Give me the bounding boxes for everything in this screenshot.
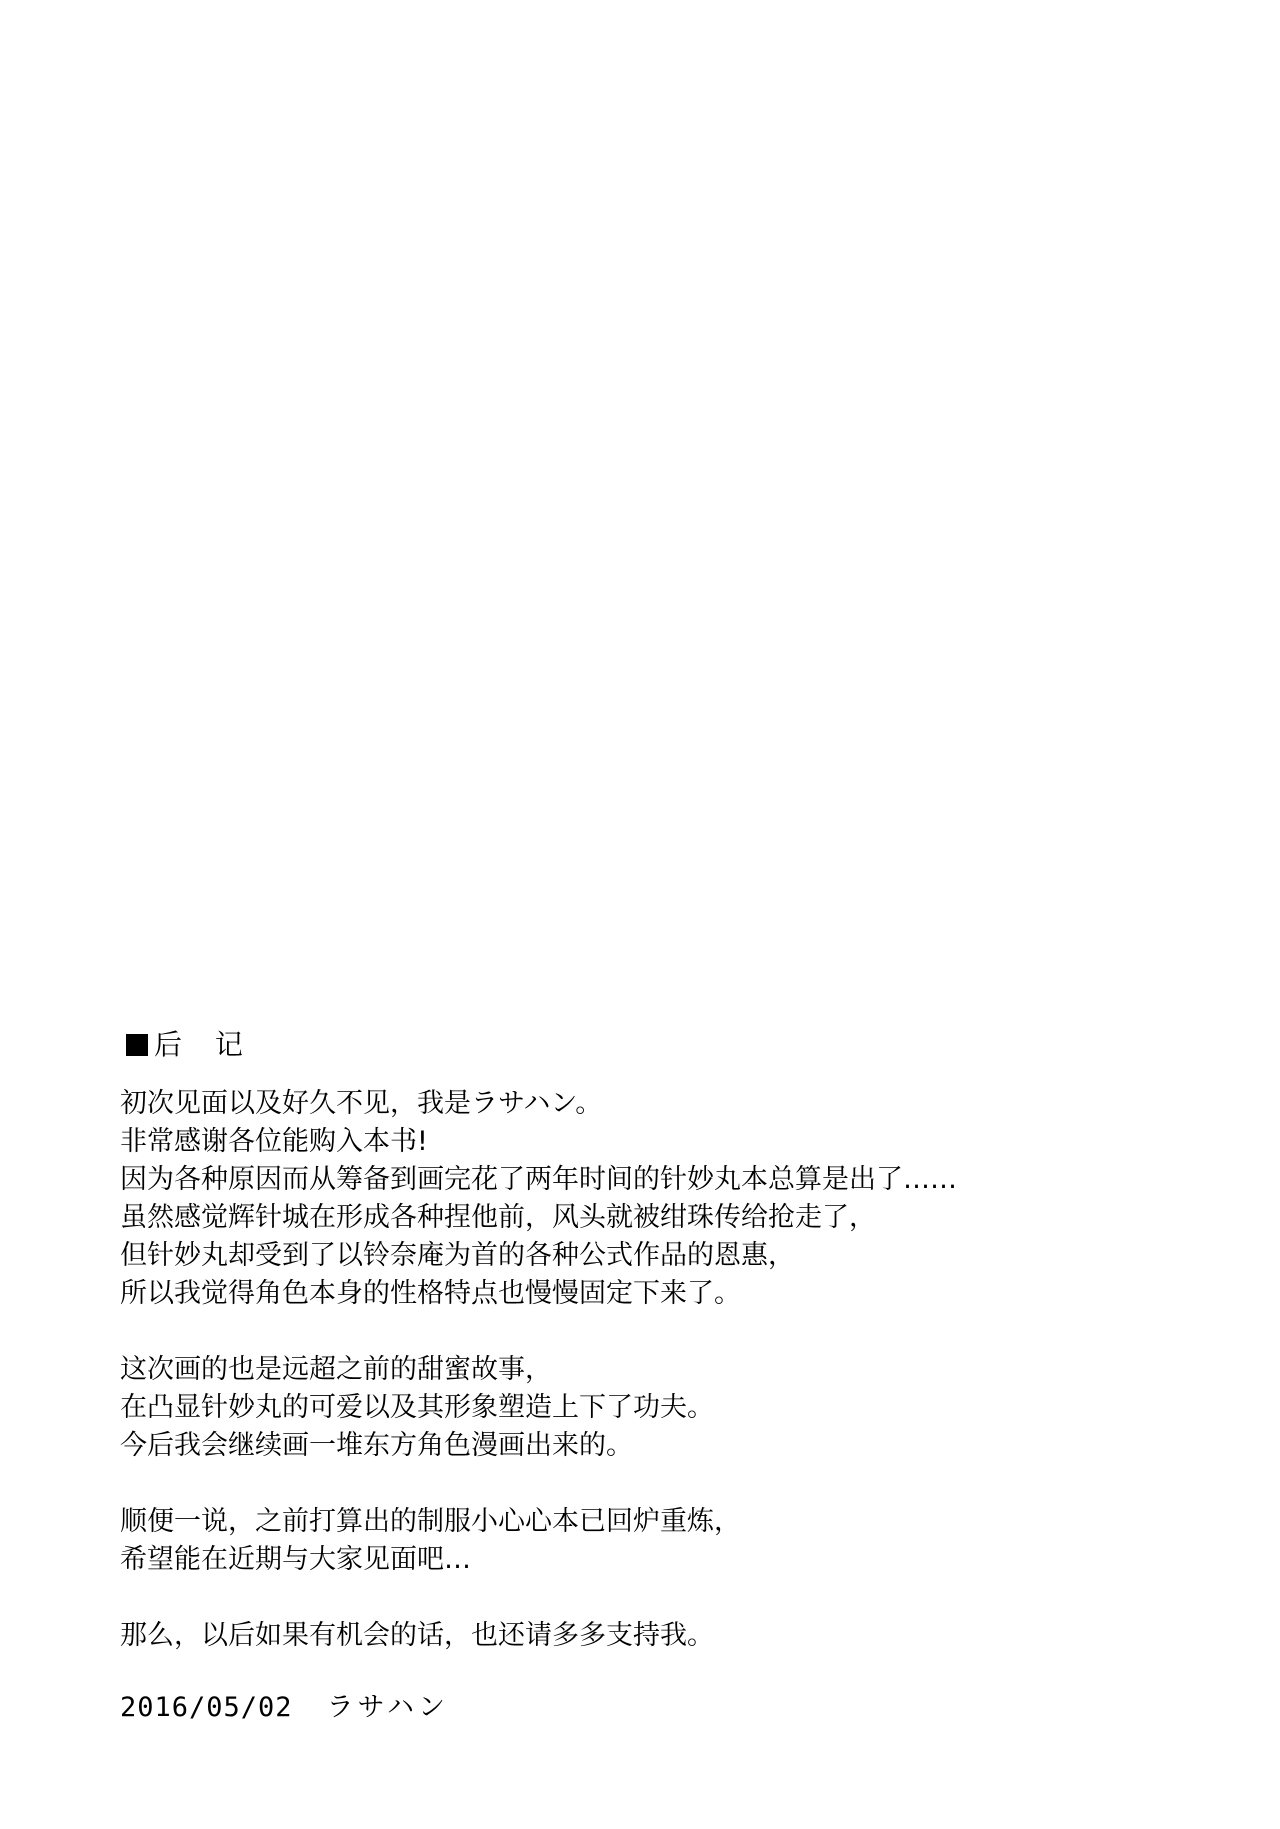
paragraph-1 xyxy=(120,1085,1180,1313)
signature-author: ラサハン xyxy=(326,1692,449,1723)
text-line: 所以我觉得角色本身的性格特点也慢慢固定下来了。 xyxy=(120,1278,741,1309)
signature-date: 2016/05/02 xyxy=(120,1692,293,1723)
paragraph-2 xyxy=(120,1351,1180,1465)
signature xyxy=(120,1689,449,1727)
text-line: 非常感谢各位能购入本书! xyxy=(120,1126,428,1157)
text-line: 在凸显针妙丸的可爱以及其形象塑造上下了功夫。 xyxy=(120,1392,714,1423)
text-line: 虽然感觉辉针城在形成各种捏他前，风头就被绀珠传给抢走了， xyxy=(120,1202,876,1233)
text-line: 那么，以后如果有机会的话，也还请多多支持我。 xyxy=(120,1620,714,1651)
afterword-section xyxy=(120,1025,1180,1693)
paragraph-4 xyxy=(120,1617,1180,1655)
afterword-heading xyxy=(126,1025,1180,1065)
text-line: 顺便一说，之前打算出的制服小心心本已回炉重炼， xyxy=(120,1506,741,1537)
text-line: 今后我会继续画一堆东方角色漫画出来的。 xyxy=(120,1430,633,1461)
afterword-title: 后 记 xyxy=(154,1028,255,1061)
text-line: 因为各种原因而从筹备到画完花了两年时间的针妙丸本总算是出了…… xyxy=(120,1164,957,1195)
text-line: 这次画的也是远超之前的甜蜜故事， xyxy=(120,1354,552,1385)
text-line: 希望能在近期与大家见面吧… xyxy=(120,1544,471,1575)
text-line: 初次见面以及好久不见，我是ラサハン。 xyxy=(120,1088,603,1119)
text-line: 但针妙丸却受到了以铃奈庵为首的各种公式作品的恩惠， xyxy=(120,1240,795,1271)
paragraph-3 xyxy=(120,1503,1180,1579)
black-square-icon xyxy=(126,1034,148,1056)
